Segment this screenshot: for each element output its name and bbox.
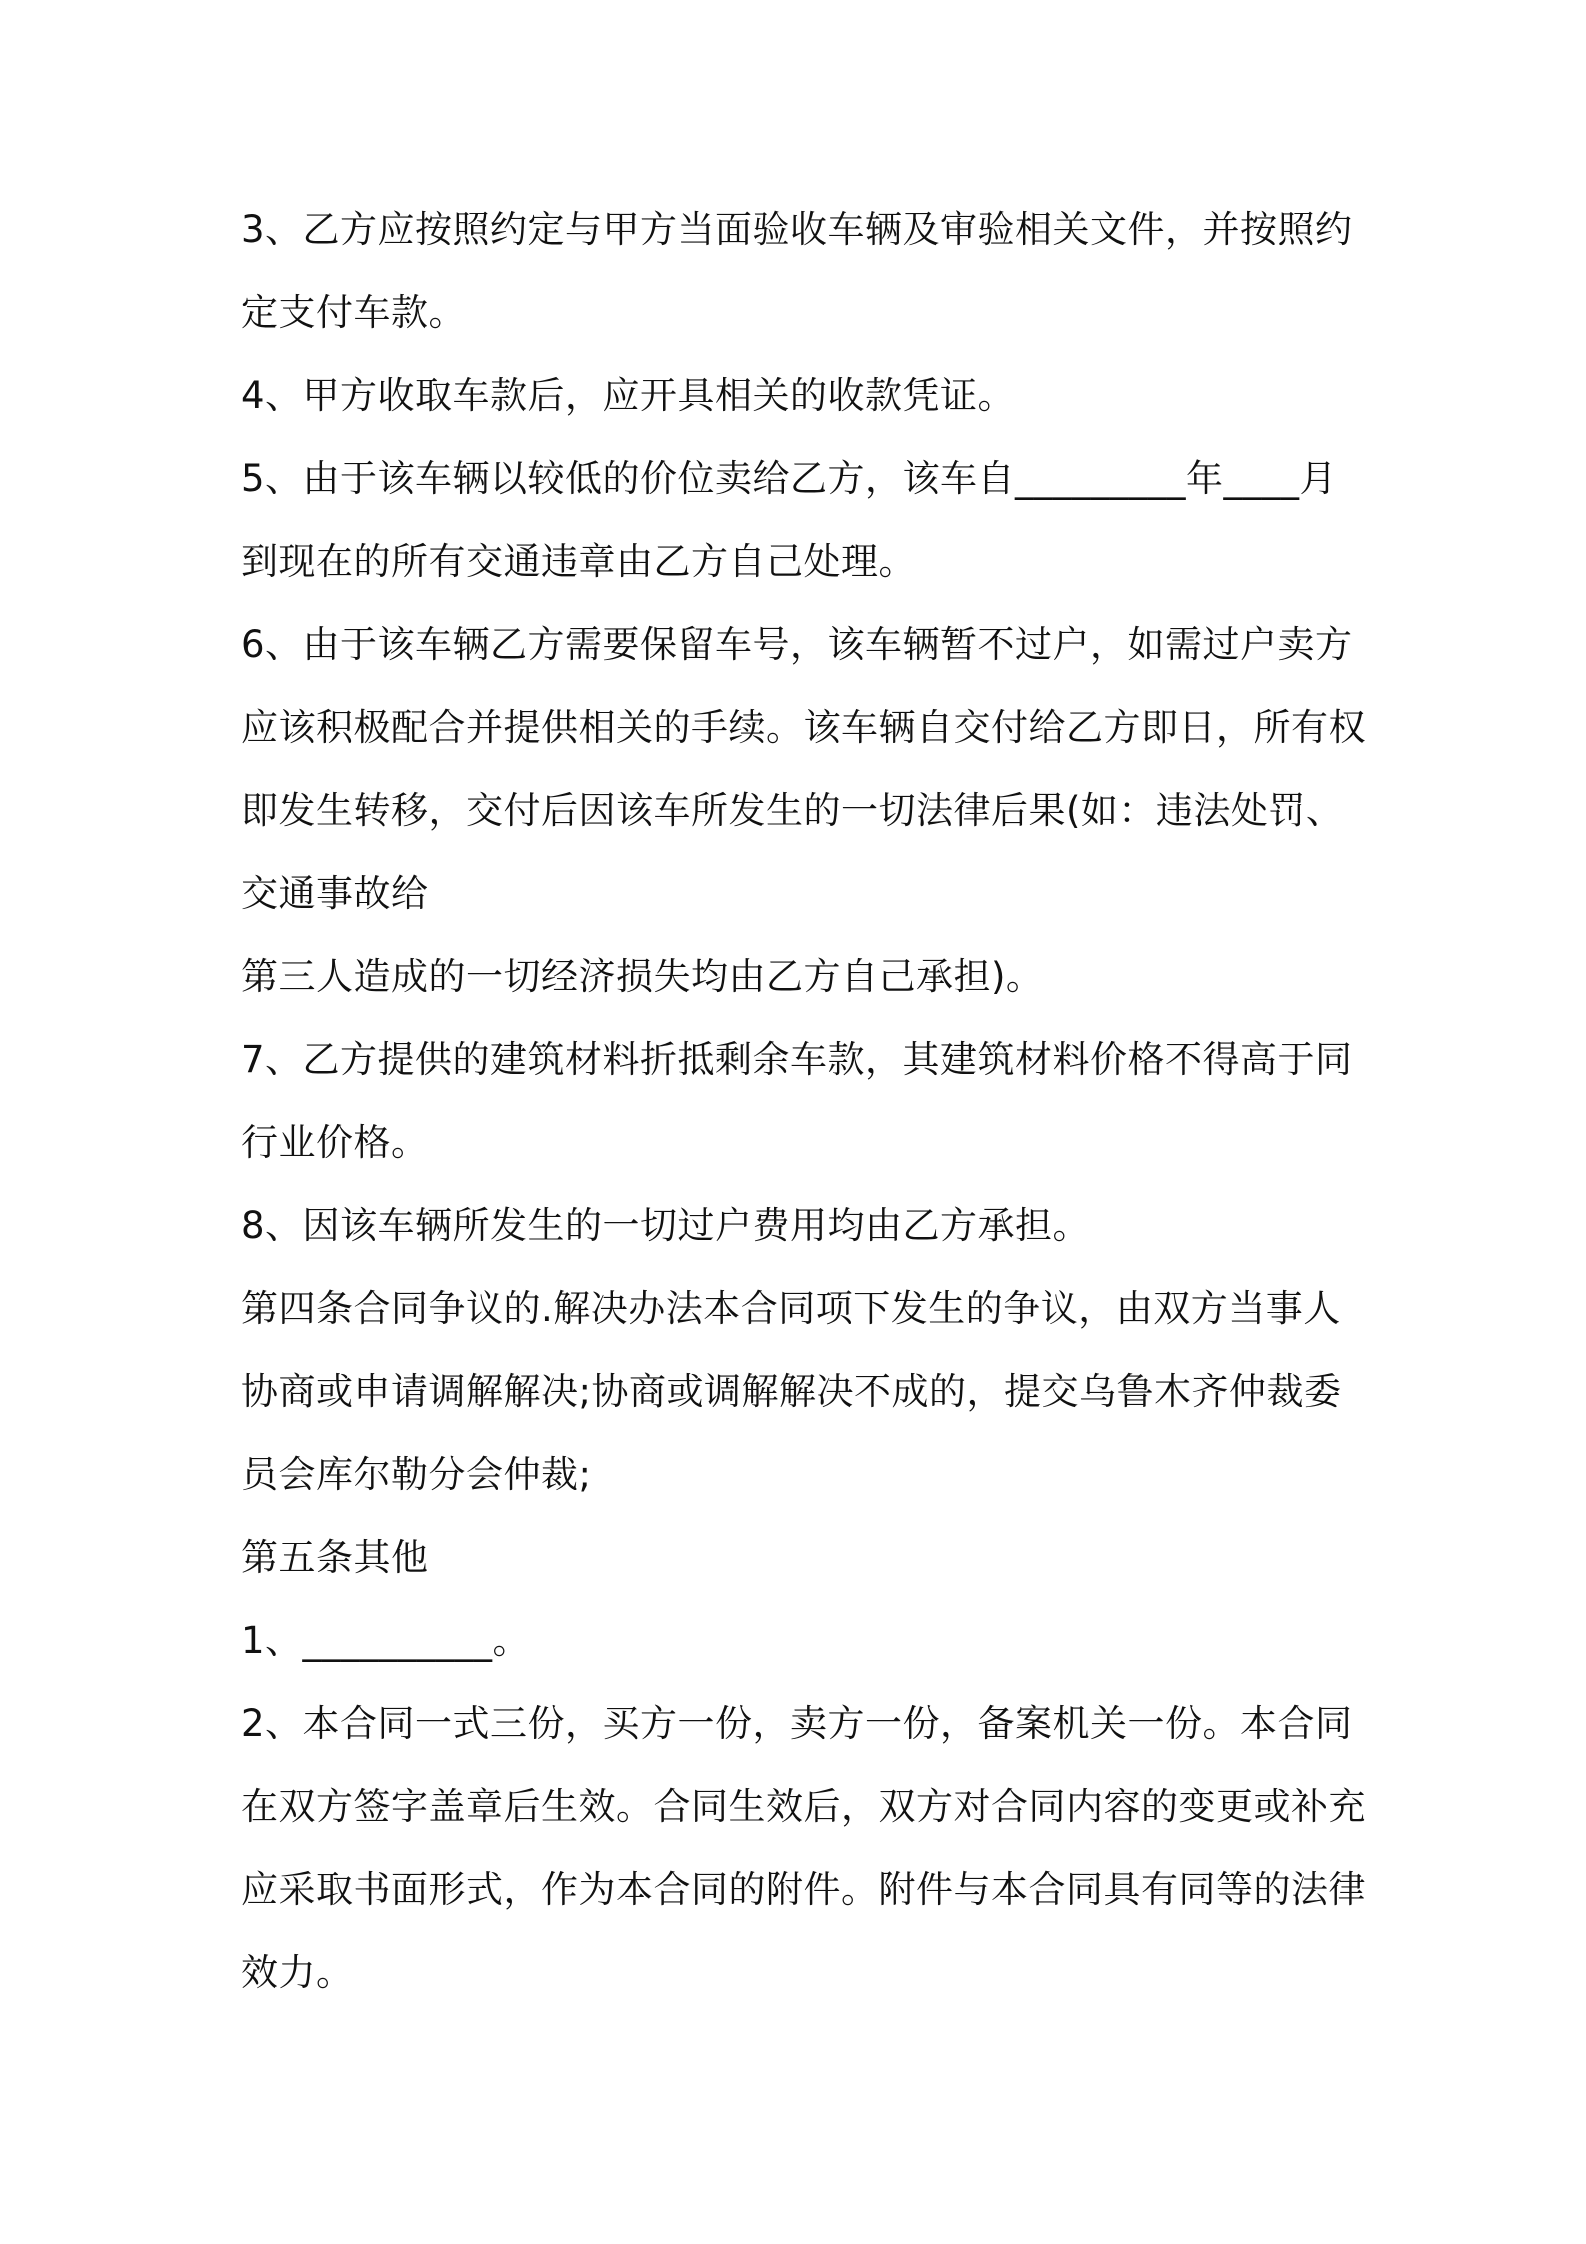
text-line: 5、由于该车辆以较低的价位卖给乙方，该车自_________年____月 — [241, 457, 1338, 500]
text-line: 6、由于该车辆乙方需要保留车号，该车辆暂不过户，如需过户卖方 — [241, 623, 1353, 666]
text-line: 第三人造成的一切经济损失均由乙方自己承担)。 — [241, 955, 1044, 998]
text-line: 定支付车款。 — [241, 291, 466, 334]
text-line: 行业价格。 — [241, 1121, 429, 1164]
text-line: 到现在的所有交通违章由乙方自己处理。 — [241, 540, 916, 583]
text-line: 在双方签字盖章后生效。合同生效后，双方对合同内容的变更或补充 — [241, 1785, 1366, 1828]
text-line: 应该积极配合并提供相关的手续。该车辆自交付给乙方即日，所有权 — [241, 706, 1366, 749]
text-line: 1、__________。 — [241, 1619, 531, 1662]
text-line: 效力。 — [241, 1951, 354, 1994]
text-line: 4、甲方收取车款后，应开具相关的收款凭证。 — [241, 374, 1016, 417]
text-line: 员会库尔勒分会仲裁; — [241, 1453, 592, 1496]
text-line: 即发生转移，交付后因该车所发生的一切法律后果(如：违法处罚、 — [241, 789, 1344, 832]
text-line: 协商或申请调解解决;协商或调解解决不成的，提交乌鲁木齐仲裁委 — [241, 1370, 1342, 1413]
text-line: 第五条其他 — [241, 1536, 429, 1579]
text-line: 7、乙方提供的建筑材料折抵剩余车款，其建筑材料价格不得高于同 — [241, 1038, 1353, 1081]
text-line: 3、乙方应按照约定与甲方当面验收车辆及审验相关文件，并按照约 — [241, 208, 1353, 251]
text-line: 第四条合同争议的.解决办法本合同项下发生的争议，由双方当事人 — [241, 1287, 1341, 1330]
text-line: 2、本合同一式三份，买方一份，卖方一份，备案机关一份。本合同 — [241, 1702, 1353, 1745]
text-line: 应采取书面形式，作为本合同的附件。附件与本合同具有同等的法律 — [241, 1868, 1366, 1911]
text-line: 交通事故给 — [241, 872, 429, 915]
text-line: 8、因该车辆所发生的一切过户费用均由乙方承担。 — [241, 1204, 1091, 1247]
